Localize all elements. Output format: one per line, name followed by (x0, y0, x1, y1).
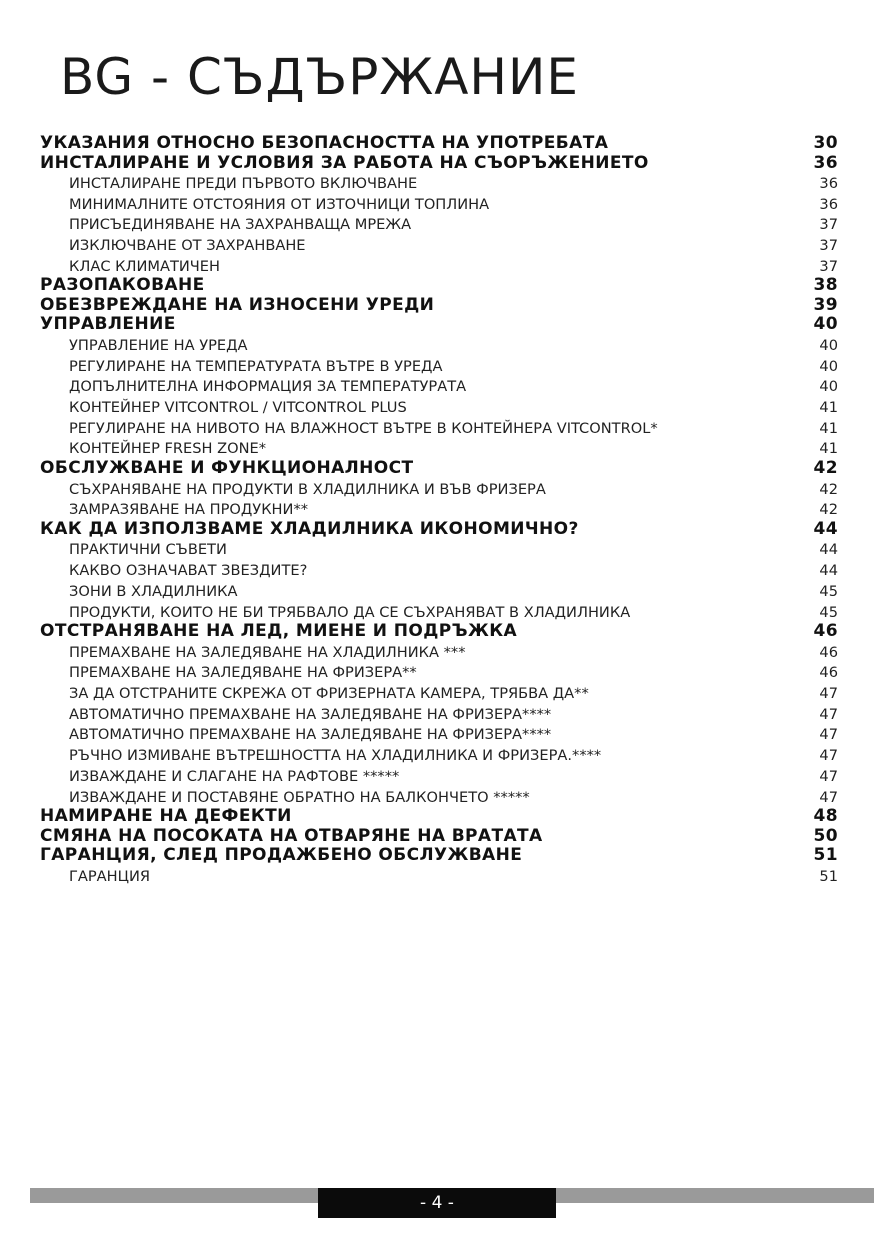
toc-entry-page: 50 (813, 825, 838, 846)
toc-entry-title: РЪЧНО ИЗМИВАНЕ ВЪТРЕШНОСТТА НА ХЛАДИЛНИКА И ФРИЗЕРА.**** (69, 747, 602, 765)
toc-section-entry (40, 846, 838, 866)
toc-subsection-entry (40, 724, 838, 745)
toc-entry-title: ОТСТРАНЯВАНЕ НА ЛЕД, МИЕНЕ И ПОДРЪЖКА (40, 621, 518, 642)
toc-entry-page: 47 (819, 726, 838, 744)
toc-entry-title: ПРЕМАХВАНЕ НА ЗАЛЕДЯВАНЕ НА ХЛАДИЛНИКА *** (69, 643, 466, 661)
toc-entry-page: 42 (819, 501, 838, 519)
toc-entry-page: 44 (819, 562, 838, 580)
toc-entry-page: 47 (819, 747, 838, 765)
toc-entry-title: ОБЕЗВРЕЖДАНЕ НА ИЗНОСЕНИ УРЕДИ (40, 294, 435, 315)
toc-entry-title: КАК ДА ИЗПОЛЗВАМЕ ХЛАДИЛНИКА ИКОНОМИЧНО? (40, 518, 579, 539)
toc-subsection-entry (40, 418, 838, 439)
toc-section-entry (40, 827, 838, 847)
toc-subsection-entry (40, 704, 838, 725)
toc-subsection-entry (40, 745, 838, 766)
toc-entry-title: УПРАВЛЕНИЕ НА УРЕДА (69, 336, 248, 354)
toc-entry-page: 41 (819, 399, 838, 416)
toc-subsection-entry (40, 499, 838, 520)
toc-entry-page: 47 (819, 788, 838, 806)
toc-entry-title: ПРИСЪЕДИНЯВАНЕ НА ЗАХРАНВАЩА МРЕЖА (69, 216, 412, 234)
toc-subsection-entry (40, 438, 838, 459)
table-of-contents (40, 134, 838, 886)
toc-section-entry (40, 520, 838, 540)
toc-entry-page: 36 (819, 195, 838, 213)
toc-entry-page: 51 (819, 867, 838, 885)
toc-entry-title: ГАРАНЦИЯ, СЛЕД ПРОДАЖБЕНО ОБСЛУЖВАНЕ (40, 845, 523, 866)
toc-subsection-entry (40, 214, 838, 235)
toc-entry-title: СМЯНА НА ПОСОКАТА НА ОТВАРЯНЕ НА ВРАТАТА (40, 825, 543, 846)
toc-section-entry (40, 807, 838, 827)
toc-entry-page: 44 (813, 518, 838, 539)
toc-subsection-entry (40, 335, 838, 356)
toc-entry-title: ОБСЛУЖВАНЕ И ФУНКЦИОНАЛНОСТ (40, 458, 414, 479)
toc-entry-title: ИЗВАЖДАНЕ И СЛАГАНЕ НА РАФТОВЕ ***** (69, 767, 400, 785)
toc-entry-title: ИЗВАЖДАНЕ И ПОСТАВЯНЕ ОБРАТНО НА БАЛКОНЧЕТО ***** (69, 788, 530, 806)
toc-entry-page: 40 (819, 378, 838, 396)
toc-entry-title: МИНИМАЛНИТЕ ОТСТОЯНИЯ ОТ ИЗТОЧНИЦИ ТОПЛИНА (69, 195, 490, 213)
toc-section-entry (40, 296, 838, 316)
toc-entry-title: ПРЕМАХВАНЕ НА ЗАЛЕДЯВАНЕ НА ФРИЗЕРА** (69, 664, 417, 682)
toc-entry-title: НАМИРАНЕ НА ДЕФЕКТИ (40, 806, 292, 827)
toc-entry-page: 38 (813, 275, 838, 296)
toc-entry-page: 46 (819, 664, 838, 682)
toc-entry-title: УПРАВЛЕНИЕ (40, 314, 176, 335)
page-title: BG - СЪДЪРЖАНИЕ (60, 48, 580, 106)
toc-entry-page: 42 (819, 480, 838, 498)
toc-entry-title: ГАРАНЦИЯ (69, 867, 151, 885)
toc-subsection-entry (40, 173, 838, 194)
toc-entry-title: КАКВО ОЗНАЧАВАТ ЗВЕЗДИТЕ? (69, 562, 308, 580)
toc-entry-title: УКАЗАНИЯ ОТНОСНО БЕЗОПАСНОСТТА НА УПОТРЕБАТА (40, 133, 609, 153)
toc-subsection-entry (40, 256, 838, 277)
toc-entry-page: 47 (819, 767, 838, 785)
toc-entry-page: 30 (813, 133, 838, 153)
toc-entry-page: 40 (813, 314, 838, 335)
toc-entry-page: 48 (813, 806, 838, 827)
page-number: - 4 - (318, 1188, 556, 1218)
toc-subsection-entry (40, 662, 838, 683)
toc-entry-title: ПРОДУКТИ, КОИТО НЕ БИ ТРЯБВАЛО ДА СЕ СЪХРАНЯВАТ В ХЛАДИЛНИКА (69, 603, 631, 621)
toc-entry-title: ЗА ДА ОТСТРАНИТЕ СКРЕЖА ОТ ФРИЗЕРНАТА КАМЕРА, ТРЯБВА ДА** (69, 685, 589, 703)
toc-entry-page: 46 (813, 621, 838, 642)
toc-subsection-entry (40, 560, 838, 581)
toc-entry-page: 44 (819, 541, 838, 559)
toc-entry-page: 41 (819, 419, 838, 437)
toc-section-entry (40, 622, 838, 642)
toc-entry-title: КОНТЕЙНЕР VITCONTROL / VITCONTROL PLUS (69, 399, 407, 416)
toc-entry-page: 40 (819, 357, 838, 375)
toc-entry-page: 37 (819, 257, 838, 275)
toc-entry-title: ИНСТАЛИРАНЕ ПРЕДИ ПЪРВОТО ВКЛЮЧВАНЕ (69, 175, 418, 192)
toc-entry-page: 37 (819, 216, 838, 234)
toc-entry-title: ДОПЪЛНИТЕЛНА ИНФОРМАЦИЯ ЗА ТЕМПЕРАТУРАТА (69, 378, 467, 396)
toc-subsection-entry (40, 602, 838, 623)
toc-entry-page: 51 (813, 845, 838, 866)
toc-subsection-entry (40, 397, 838, 418)
toc-subsection-entry (40, 356, 838, 377)
toc-subsection-entry (40, 683, 838, 704)
toc-entry-title: КЛАС КЛИМАТИЧЕН (69, 257, 221, 275)
toc-entry-title: ИНСТАЛИРАНЕ И УСЛОВИЯ ЗА РАБОТА НА СЪОРЪЖЕНИЕТО (40, 152, 649, 173)
toc-subsection-entry (40, 235, 838, 256)
toc-subsection-entry (40, 581, 838, 602)
toc-entry-title: АВТОМАТИЧНО ПРЕМАХВАНЕ НА ЗАЛЕДЯВАНЕ НА ФРИЗЕРА**** (69, 726, 552, 744)
toc-subsection-entry (40, 376, 838, 397)
toc-entry-title: КОНТЕЙНЕР FRESH ZONE* (69, 440, 267, 458)
toc-entry-page: 47 (819, 705, 838, 723)
toc-section-entry (40, 459, 838, 479)
toc-subsection-entry (40, 866, 838, 887)
toc-entry-page: 40 (819, 336, 838, 354)
toc-entry-title: ЗОНИ В ХЛАДИЛНИКА (69, 582, 238, 600)
toc-entry-title: ЗАМРАЗЯВАНЕ НА ПРОДУКНИ** (69, 501, 309, 519)
toc-entry-title: РЕГУЛИРАНЕ НА ТЕМПЕРАТУРАТА ВЪТРЕ В УРЕДА (69, 357, 443, 375)
toc-entry-page: 46 (819, 643, 838, 661)
toc-entry-title: ПРАКТИЧНИ СЪВЕТИ (69, 541, 227, 559)
toc-entry-page: 42 (813, 458, 838, 479)
toc-subsection-entry (40, 539, 838, 560)
toc-entry-page: 36 (813, 152, 838, 173)
toc-entry-page: 45 (819, 582, 838, 600)
toc-entry-page: 41 (819, 440, 838, 458)
toc-entry-title: СЪХРАНЯВАНЕ НА ПРОДУКТИ В ХЛАДИЛНИКА И ВЪВ ФРИЗЕРА (69, 480, 546, 498)
toc-section-entry (40, 154, 838, 174)
toc-section-entry (40, 276, 838, 296)
toc-section-entry (40, 134, 838, 154)
toc-subsection-entry (40, 642, 838, 663)
toc-entry-title: РЕГУЛИРАНЕ НА НИВОТО НА ВЛАЖНОСТ ВЪТРЕ В КОНТЕЙНЕРА VITCONTROL* (69, 419, 658, 437)
toc-entry-title: ИЗКЛЮЧВАНЕ ОТ ЗАХРАНВАНЕ (69, 237, 306, 255)
toc-subsection-entry (40, 479, 838, 500)
toc-entry-page: 37 (819, 237, 838, 255)
toc-subsection-entry (40, 787, 838, 808)
toc-entry-page: 47 (819, 685, 838, 703)
toc-entry-page: 45 (819, 603, 838, 621)
toc-section-entry (40, 315, 838, 335)
toc-entry-title: АВТОМАТИЧНО ПРЕМАХВАНЕ НА ЗАЛЕДЯВАНЕ НА ФРИЗЕРА**** (69, 705, 552, 723)
toc-subsection-entry (40, 766, 838, 787)
toc-entry-page: 36 (819, 175, 838, 192)
toc-entry-page: 39 (813, 294, 838, 315)
toc-subsection-entry (40, 194, 838, 215)
toc-entry-title: РАЗОПАКОВАНЕ (40, 275, 205, 296)
